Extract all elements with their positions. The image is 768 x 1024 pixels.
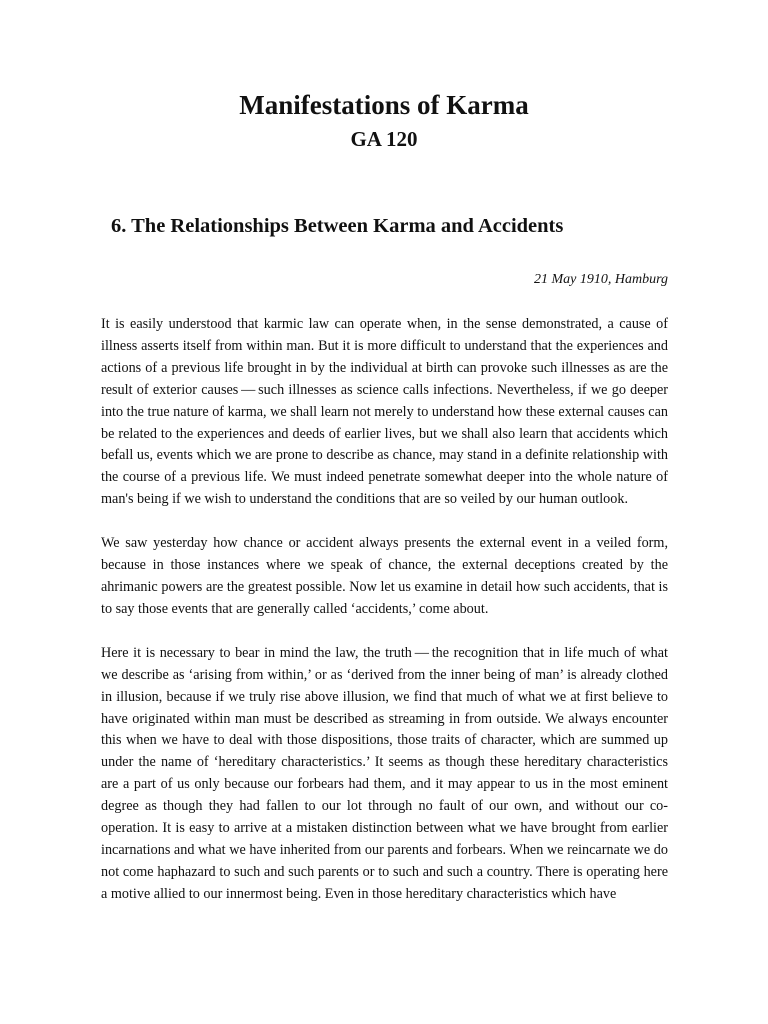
body-text xyxy=(101,314,668,928)
chapter-title: 6. The Relationships Between Karma and Accidents xyxy=(111,215,564,237)
dateline: 21 May 1910, Hamburg xyxy=(533,272,668,287)
paragraph: We saw yesterday how chance or accident always presents the external event in a veiled form, because in those instances where we speak of chance, the external deceptions created by the ahrimanic powers are the greatest possible. Now let us examine in detail how such accidents, that is to say those events that are generally called ‘accidents,’ come about. xyxy=(101,535,668,617)
paragraph: It is easily understood that karmic law can operate when, in the sense demonstrated, a cause of illness asserts itself from within man. But it is more difficult to understand that the experiences and actions of a previous life brought in by the individual at birth can provoke such illnesses as are the result of exterior causes — such illnesses as science calls infections. Nevertheless, if we go deeper into the true nature of karma, we shall learn not merely to understand how these external causes can be related to the experiences and deeds of earlier lives, but we shall also learn that accidents which befall us, events which we are prone to describe as chance, may stand in a definite relationship with the course of a previous life. We must indeed penetrate somewhat deeper into the whole nature of man's being if we wish to understand the conditions that are so veiled by our human outlook. xyxy=(101,316,668,508)
document-title: Manifestations of Karma xyxy=(239,90,529,120)
document-subtitle: GA 120 xyxy=(350,127,418,151)
paragraph: Here it is necessary to bear in mind the law, the truth — the recognition that in life much of what we describe as ‘arising from within,’ or as ‘derived from the inner being of man’ is already clothed in illusion, because if we truly rise above illusion, we find that much of what we at first believe to have originated within man must be described as streaming in from outside. We always encounter this when we have to deal with those dispositions, those traits of character, which are summed up under the name of ‘hereditary characteristics.’ It seems as though these hereditary characteristics are a part of us only because our forbears had them, and it may appear to us in the most eminent degree as though they had fallen to our lot through no fault of our own, and without our co-operation. It is easy to arrive at a mistaken distinction between what we have brought from earlier incarnations and what we have inherited from our parents and forbears. When we reincarnate we do not come haphazard to such and such parents or to such and such a country. There is operating here a motive allied to our innermost being. Even in those hereditary characteristics which have xyxy=(101,644,668,902)
